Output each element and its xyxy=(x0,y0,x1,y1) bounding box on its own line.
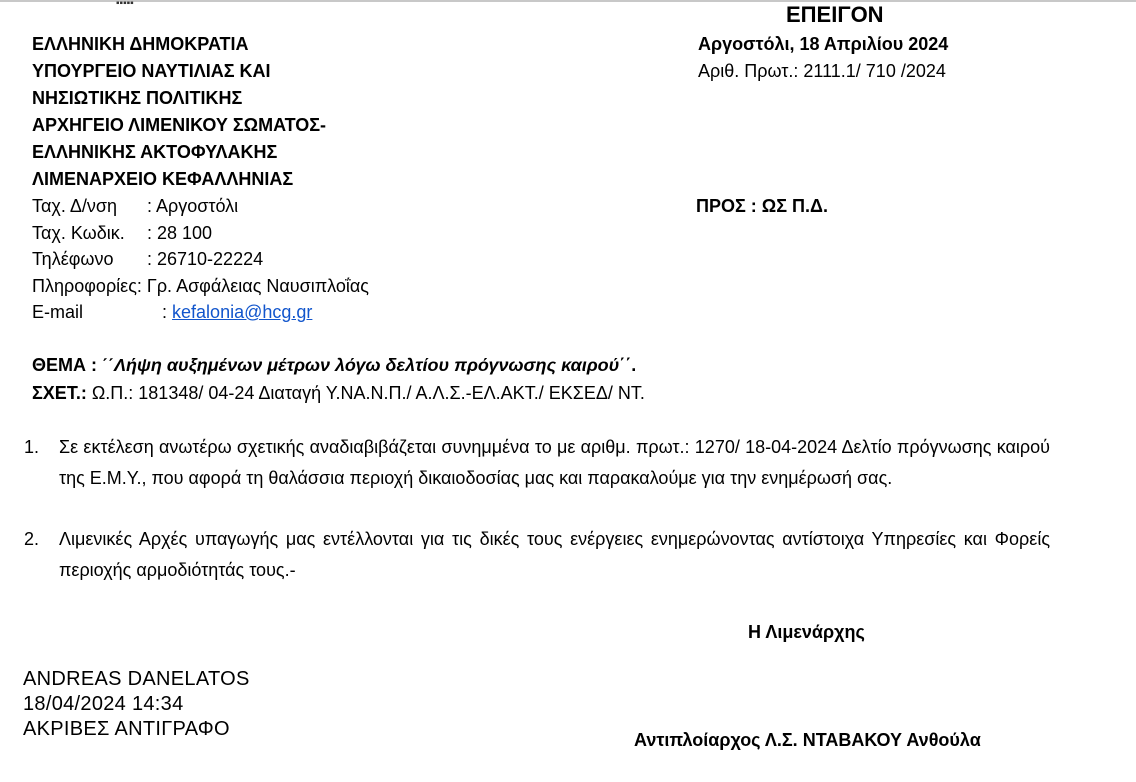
email-label: E-mail xyxy=(32,302,84,322)
reference-text: Ω.Π.: 181348/ 04-24 Διαταγή Υ.ΝΑ.Ν.Π./ Α.Λ.Σ.-ΕΛ.ΑΚΤ./ ΕΚΣΕΔ/ ΝΤ. xyxy=(91,383,645,403)
signatory-name: Αντιπλοίαρχος Λ.Σ. ΝΤΑΒΑΚΟΥ Ανθούλα xyxy=(634,730,981,750)
certified-copy-block xyxy=(23,667,250,742)
paragraph-text: Σε εκτέλεση ανωτέρω σχετικής αναδιαβιβάζεται συνημμένα το με αριθμ. πρωτ.: 1270/ 18-04-2024 Δελτίο πρόγνωσης καιρού της Ε.Μ.Υ., που αφορά τη θαλάσσια περιοχή δικαιοδοσίας μας και παρακαλούμε για την ενημέρωσή σας. xyxy=(59,437,1050,488)
subject-line xyxy=(32,352,636,379)
org-line: ΑΡΧΗΓΕΙΟ ΛΙΜΕΝΙΚΟΥ ΣΩΜΑΤΟΣ- xyxy=(32,115,327,135)
signatory-title: Η Λιμενάρχης xyxy=(748,622,865,642)
phone-label: Τηλέφωνο xyxy=(32,249,114,269)
paragraph-1 xyxy=(24,432,1050,493)
top-border xyxy=(0,0,1136,2)
postcode-label: Ταχ. Κωδικ. xyxy=(32,222,125,243)
place-date: Αργοστόλι, 18 Απριλίου 2024 xyxy=(698,34,949,54)
subject-end: ΄΄. xyxy=(619,355,637,375)
top-edge-mark: ▪▪▪▪▪ xyxy=(116,0,134,9)
subject-label: ΘΕΜΑ : xyxy=(32,355,102,375)
certification-datetime: 18/04/2024 14:34 xyxy=(23,693,184,715)
info-label: Πληροφορίες: xyxy=(32,275,142,296)
email-row xyxy=(32,299,369,326)
phone-value: : 26710-22224 xyxy=(147,249,264,269)
address-value: : Αργοστόλι xyxy=(147,196,239,216)
info-value: Γρ. Ασφάλειας Ναυσιπλοΐας xyxy=(146,275,369,296)
protocol-number: Αριθ. Πρωτ.: 2111.1/ 710 /2024 xyxy=(698,61,946,81)
org-line: ΥΠΟΥΡΓΕΙΟ ΝΑΥΤΙΛΙΑΣ ΚΑΙ xyxy=(32,61,271,81)
subject-text: ΄΄Λήψη αυξημένων μέτρων λόγω δελτίου πρόγνωσης καιρού xyxy=(102,355,620,375)
paragraph-number: 2. xyxy=(24,529,40,549)
org-line: ΝΗΣΙΩΤΙΚΗΣ ΠΟΛΙΤΙΚΗΣ xyxy=(32,88,243,108)
paragraph-number: 1. xyxy=(24,437,40,457)
reference-line xyxy=(32,380,645,407)
contact-details xyxy=(32,193,369,326)
email-link[interactable]: kefalonia@hcg.gr xyxy=(172,302,313,322)
paragraph-text: Λιμενικές Αρχές υπαγωγής μας εντέλλονται για τις δικές τους ενέργειες ενημερώνοντας αντίστοιχα Υπηρεσίες και Φορείς περιοχής αρμοδιότητάς τους.- xyxy=(59,529,1050,580)
issuing-authority xyxy=(32,31,326,193)
info-row xyxy=(32,273,369,300)
address-label: Ταχ. Δ/νση xyxy=(32,196,118,216)
urgent-stamp: ΕΠΕΙΓΟΝ xyxy=(786,2,884,27)
paragraph-2 xyxy=(24,524,1050,585)
postcode-row xyxy=(32,220,369,247)
address-row xyxy=(32,193,369,220)
recipient: ΠΡΟΣ : ΩΣ Π.Δ. xyxy=(696,196,828,216)
phone-row xyxy=(32,246,369,273)
org-line: ΕΛΛΗΝΙΚΗ ΔΗΜΟΚΡΑΤΙΑ xyxy=(32,34,249,54)
postcode-value: : 28 100 xyxy=(147,222,213,243)
certified-copy-label: ΑΚΡΙΒΕΣ ΑΝΤΙΓΡΑΦΟ xyxy=(23,718,230,740)
org-line: ΕΛΛΗΝΙΚΗΣ ΑΚΤΟΦΥΛΑΚΗΣ xyxy=(32,142,278,162)
reference-label: ΣΧΕΤ.: xyxy=(32,383,92,403)
org-line: ΛΙΜΕΝΑΡΧΕΙΟ ΚΕΦΑΛΛΗΝΙΑΣ xyxy=(32,169,294,189)
certifier-name: ANDREAS DANELATOS xyxy=(23,668,250,690)
email-colon: : xyxy=(162,302,168,322)
